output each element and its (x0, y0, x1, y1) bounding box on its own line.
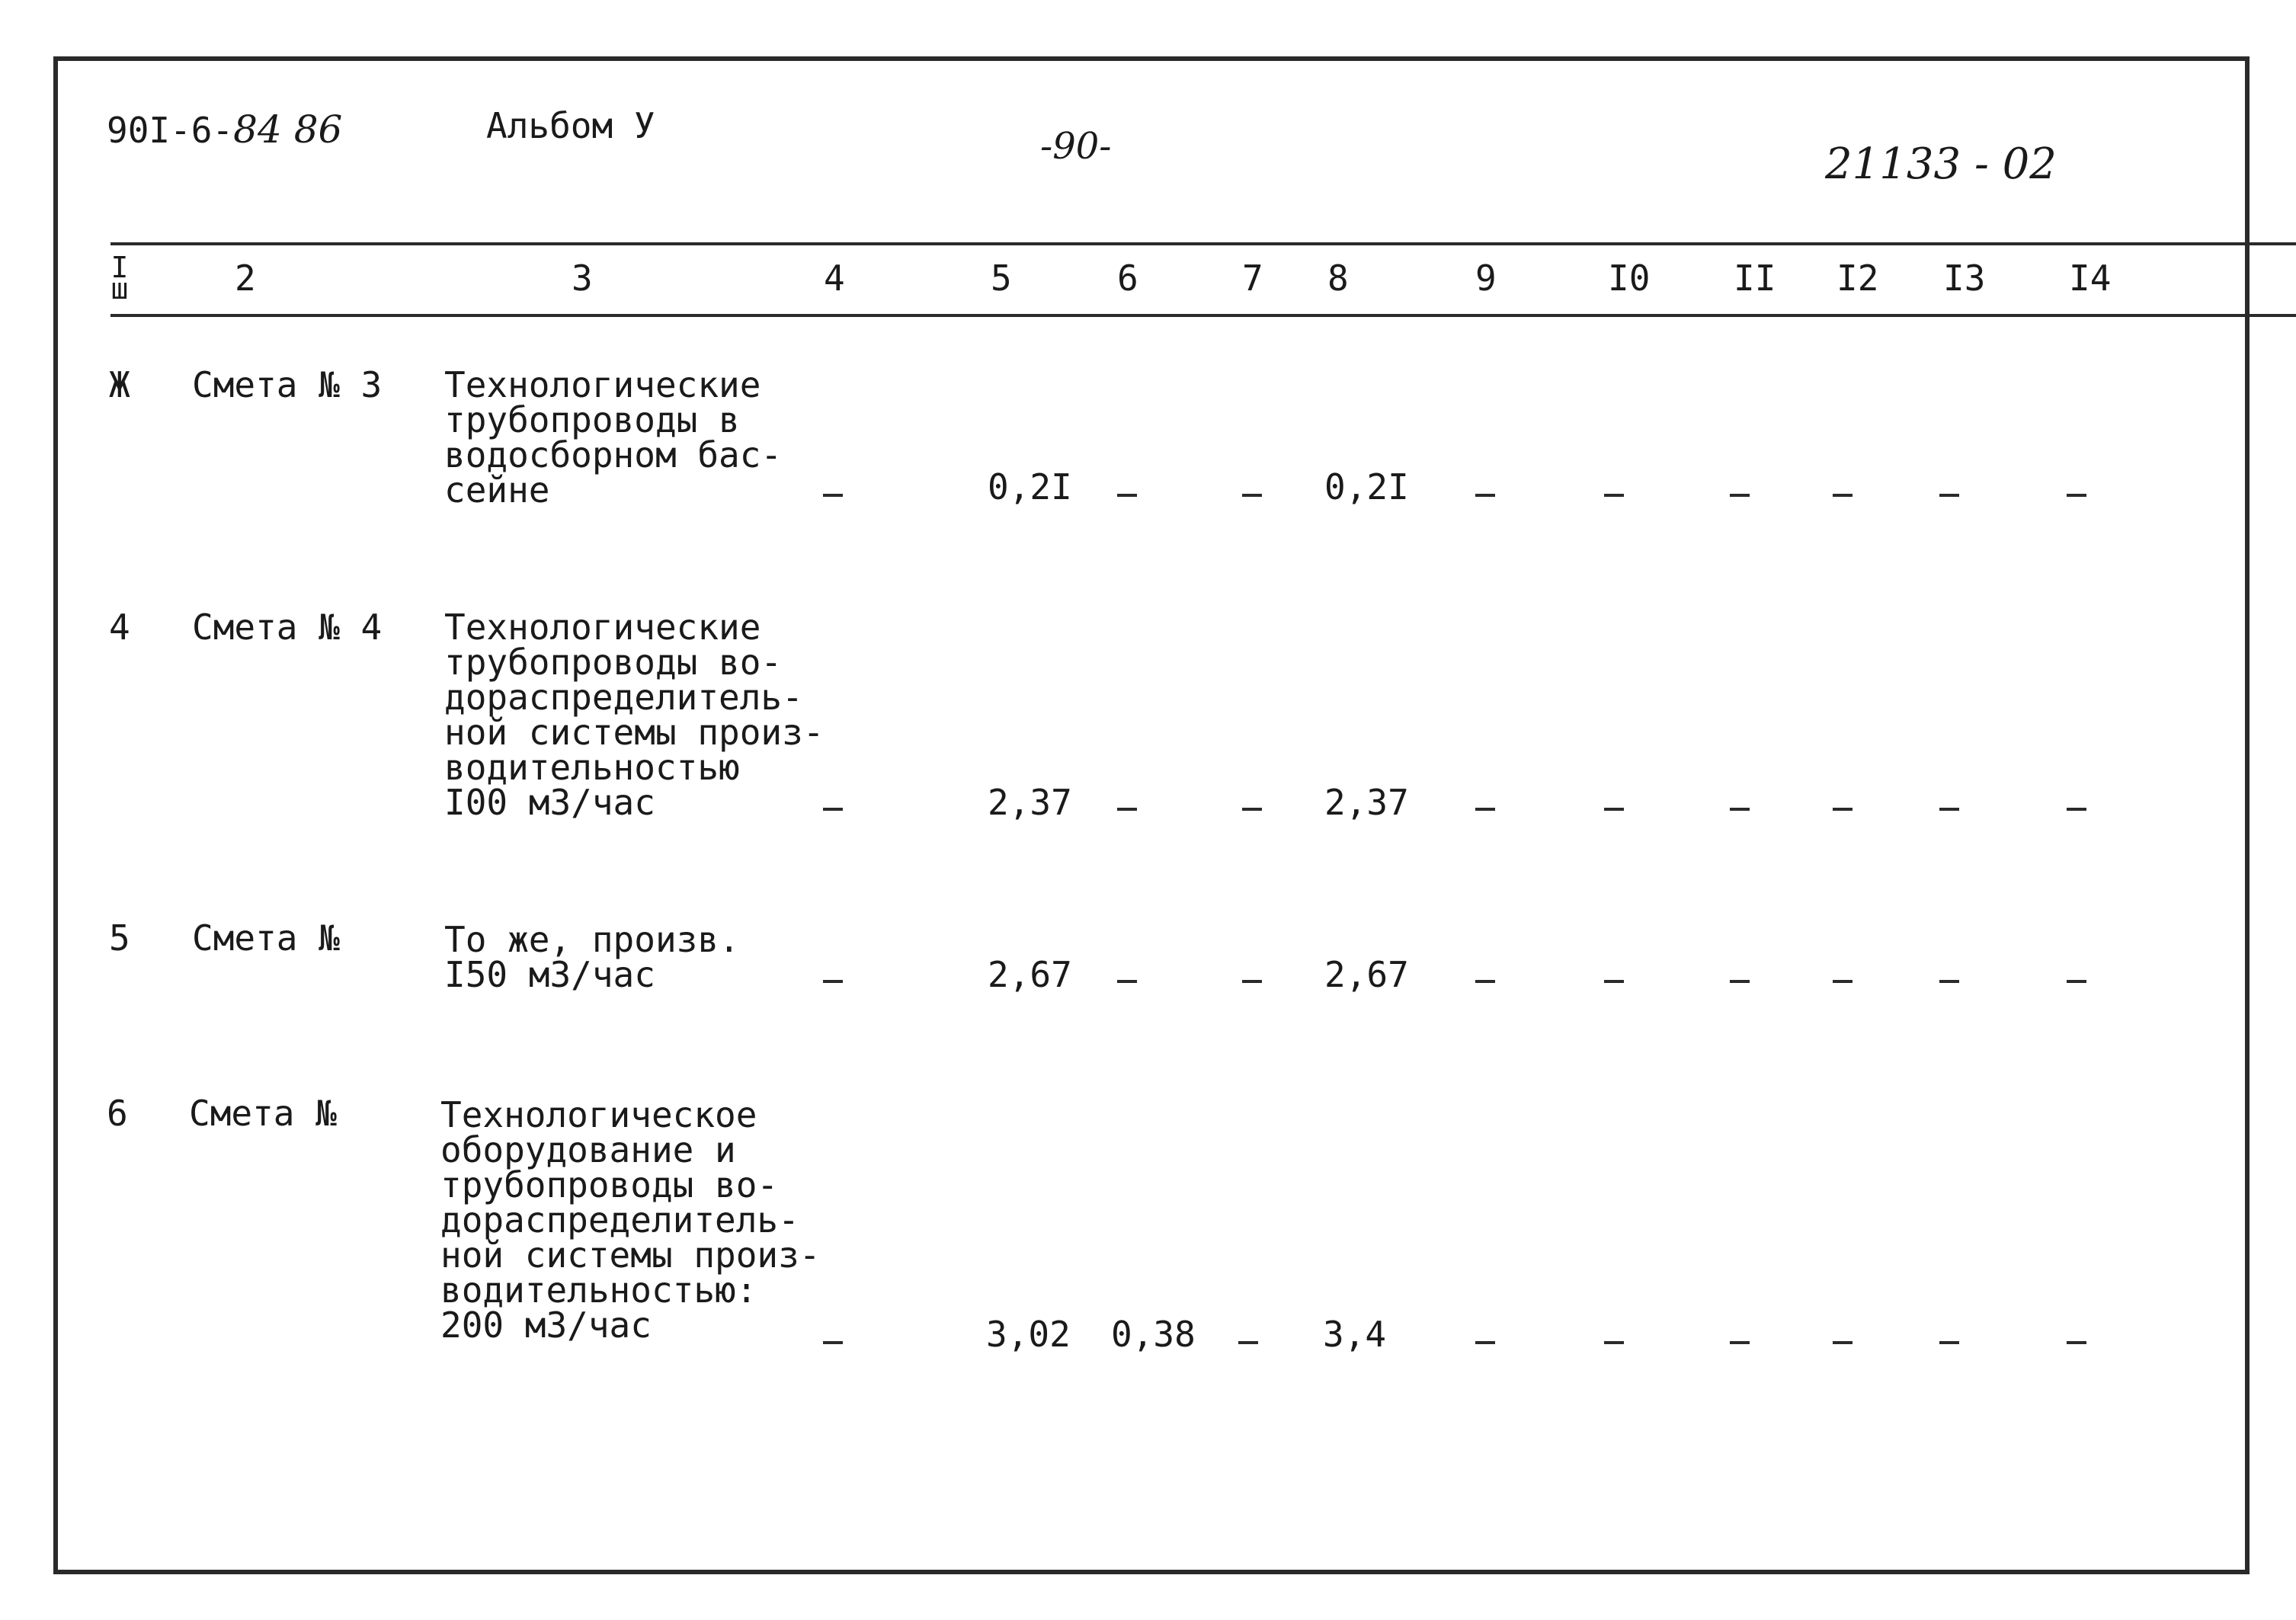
row-col14 (2067, 808, 2086, 811)
row-col10 (1604, 808, 1624, 811)
column-header-7: 7 (1242, 258, 1263, 299)
column-header-9: 9 (1475, 258, 1497, 299)
row-col12 (1833, 494, 1852, 497)
row-col11 (1730, 494, 1750, 497)
column-header-6: 6 (1117, 258, 1138, 299)
row-description: То же, произв. I50 м3/час (444, 919, 740, 995)
row-col12 (1833, 808, 1852, 811)
column-header-11: II (1734, 258, 1776, 299)
row-col7 (1242, 494, 1262, 497)
column-header-4: 4 (824, 258, 845, 299)
column-header-14: I4 (2069, 258, 2112, 299)
row-col5: 3,02 (986, 1314, 1071, 1355)
page-number: -90- (1040, 125, 1112, 168)
row-col6 (1117, 494, 1137, 497)
row-col11 (1730, 808, 1750, 811)
row-estimate: Смета № (189, 1093, 337, 1134)
row-col4 (823, 494, 843, 497)
row-col9 (1475, 980, 1495, 983)
document-code (107, 107, 343, 152)
row-col5: 0,2I (988, 466, 1072, 507)
row-col6 (1117, 808, 1137, 811)
row-col13 (1939, 808, 1959, 811)
row-col9 (1475, 494, 1495, 497)
document-code-handwritten: 84 86 (233, 107, 343, 152)
row-col8: 2,37 (1324, 782, 1409, 823)
column-header-3: 3 (572, 258, 593, 299)
row-estimate: Смета № (192, 917, 340, 959)
column-header-2: 2 (235, 258, 256, 299)
row-col6: 0,38 (1111, 1314, 1196, 1355)
row-description: Технологические трубопроводы в водосборном бас- сейне (444, 364, 783, 511)
row-number: 6 (107, 1093, 128, 1134)
row-col13 (1939, 1341, 1959, 1344)
album-label: Альбом У (486, 105, 655, 146)
row-estimate: Смета № 4 (192, 607, 383, 648)
row-col12 (1833, 980, 1852, 983)
header-top-rule (110, 242, 2296, 245)
row-col14 (2067, 980, 2086, 983)
row-col4 (823, 808, 843, 811)
row-col4 (823, 1341, 843, 1344)
row-col4 (823, 980, 843, 983)
album-stamp: 21133 - 02 (1825, 139, 2057, 189)
row-description: Технологические трубопроводы во- дораспределитель- ной системы произ- водительностью I00 м3/час (444, 607, 825, 823)
row-col10 (1604, 980, 1624, 983)
row-col7 (1238, 1341, 1258, 1344)
column-header-12: I2 (1836, 258, 1879, 299)
row-col12 (1833, 1341, 1852, 1344)
column-header-1: I ш (110, 251, 129, 306)
row-col5: 2,67 (988, 954, 1072, 995)
row-col7 (1242, 980, 1262, 983)
row-number: Ж (109, 364, 130, 405)
row-number: 5 (109, 917, 130, 959)
row-col11 (1730, 980, 1750, 983)
column-header-10: I0 (1608, 258, 1651, 299)
row-col13 (1939, 980, 1959, 983)
row-col6 (1117, 980, 1137, 983)
row-col8: 0,2I (1324, 466, 1409, 507)
row-col13 (1939, 494, 1959, 497)
row-col14 (2067, 1341, 2086, 1344)
column-header-5: 5 (991, 258, 1012, 299)
row-col8: 3,4 (1323, 1314, 1387, 1355)
row-number: 4 (109, 607, 130, 648)
document-code-printed: 90I-6- (107, 110, 234, 151)
row-col8: 2,67 (1324, 954, 1409, 995)
column-header-8: 8 (1327, 258, 1349, 299)
row-col7 (1242, 808, 1262, 811)
header-bottom-rule (110, 314, 2296, 317)
row-description: Технологическое оборудование и трубопроводы во- дораспределитель- ной системы произ- водительностью: 200 м3/час (440, 1094, 821, 1346)
row-col9 (1475, 808, 1495, 811)
column-header-13: I3 (1943, 258, 1986, 299)
row-col11 (1730, 1341, 1750, 1344)
row-col14 (2067, 494, 2086, 497)
row-col10 (1604, 494, 1624, 497)
row-col10 (1604, 1341, 1624, 1344)
row-estimate: Смета № 3 (192, 364, 383, 405)
row-col9 (1475, 1341, 1495, 1344)
row-col5: 2,37 (988, 782, 1072, 823)
